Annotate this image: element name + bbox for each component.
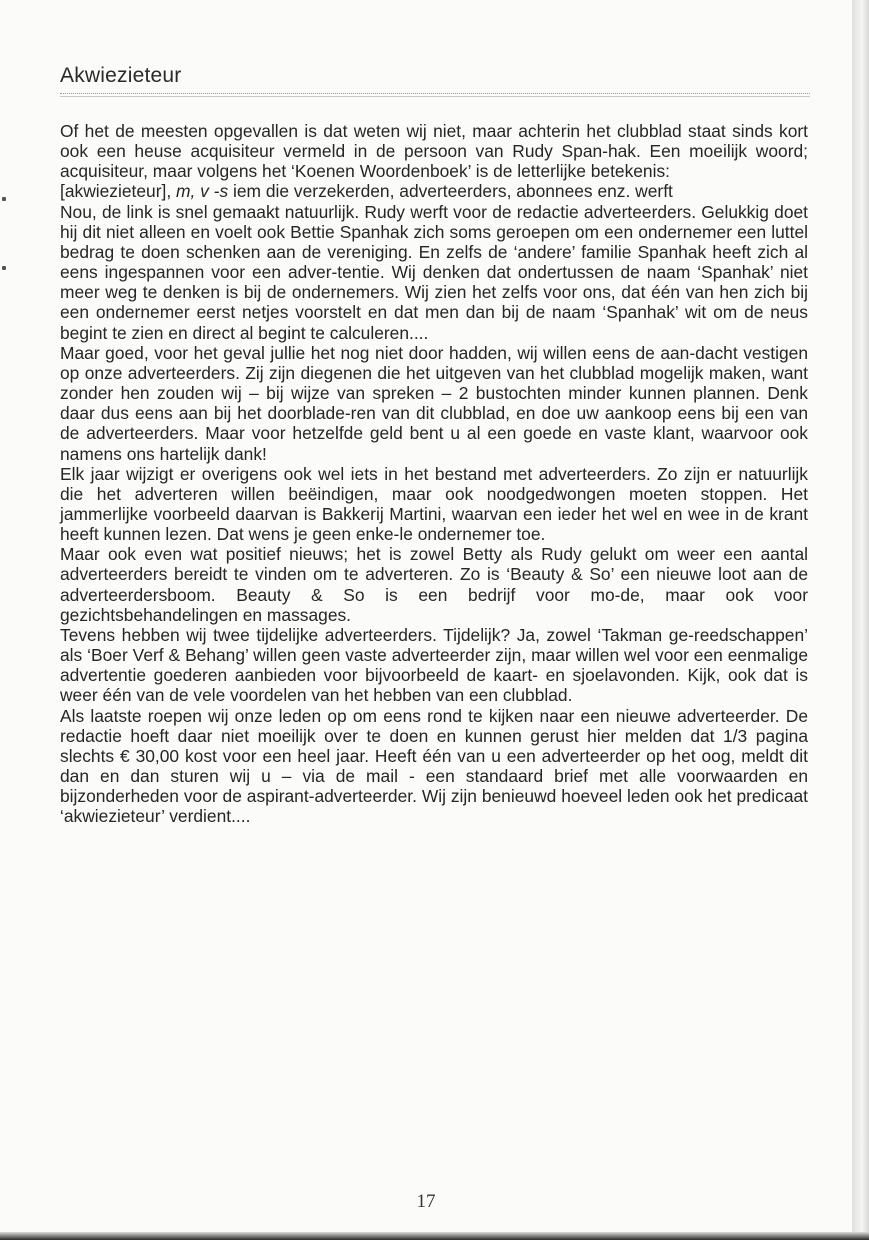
definition-headword: [akwiezieteur], bbox=[60, 181, 172, 202]
bottom-edge-shadow bbox=[0, 1232, 869, 1240]
title-underline bbox=[60, 93, 810, 97]
definition-meaning: iem die verzekerden, adverteerders, abonnees enz. werft bbox=[233, 181, 673, 202]
paragraph-positive-news: Maar ook even wat positief nieuws; het is zowel Betty als Rudy gelukt om weer een aantal adverteerders bereidt te vinden om te adverteren. Zo is ‘Beauty & So’ een nieuwe loot aan de adverteerdersboom. Beauty & So is een bedrijf voor mo-de, maar ook voor gezichtsbehandelingen en massages. bbox=[60, 544, 808, 625]
page-number: 17 bbox=[416, 1191, 436, 1212]
page-edge-shadow bbox=[852, 0, 869, 1240]
paragraph-link: Nou, de link is snel gemaakt natuurlijk. Rudy werft voor de redactie adverteerders. Gelukkig doet hij dit niet alleen en voelt ook Bettie Spanhak zich soms geroepen om een ondernemer een luttel bedrag te doen schenken aan de vereniging. En zelfs de ‘andere’ familie Spanhak heeft zich al eens ingespannen voor een adver-tentie. Wij denken dat ondertussen de naam ‘Spanhak’ niet meer weg te denken is bij de ondernemers. Wij zien het zelfs voor ons, dat één van hen zich bij een ondernemer eerst netjes voorstelt en dat men dan bij de naam ‘Spanhak’ wit om de neus begint te zien en direct al begint te calculeren.... bbox=[60, 201, 808, 343]
definition-grammar: m, v -s bbox=[176, 181, 229, 202]
page-title: Akwiezieteur bbox=[60, 64, 182, 87]
paragraph-intro: Of het de meesten opgevallen is dat weten wij niet, maar achterin het clubblad staat sinds kort ook een heuse acquisiteur vermeld in de persoon van Rudy Span-hak. Een moeilijk woord; acquisiteur, maar volgens het ‘Koenen Woordenboek’ is de letterlijke betekenis: bbox=[60, 121, 808, 182]
paragraph-temporary: Tevens hebben wij twee tijdelijke adverteerders. Tijdelijk? Ja, zowel ‘Takman ge-reedschappen’ als ‘Boer Verf & Behang’ willen geen vaste adverteerder zijn, maar willen wel voor een eenmalige advertentie goederen aanbieden voor bijvoorbeeld de kaart- en sjoelavonden. Kijk, ook dat is weer één van de vele voordelen van het hebben van een clubblad. bbox=[60, 624, 808, 706]
margin-speck bbox=[2, 266, 6, 270]
dictionary-definition bbox=[60, 181, 808, 201]
paragraph-attention: Maar goed, voor het geval jullie het nog niet door hadden, wij willen eens de aan-dacht vestigen op onze adverteerders. Zij zijn diegenen die het uitgeven van het clubblad mogelijk maken, want zonder hen zouden wij – bij wijze van spreken – 2 bustochten minder kunnen plannen. Denk daar dus eens aan bij het doorblade-ren van dit clubblad, en doe uw aankoop eens bij een van de adverteerders. Maar voor hetzelfde geld bent u al een goede en vaste klant, waarvoor ook namens ons hartelijk dank! bbox=[60, 342, 808, 464]
margin-speck bbox=[2, 197, 6, 201]
paragraph-changes: Elk jaar wijzigt er overigens ook wel iets in het bestand met adverteerders. Zo zijn er natuurlijk die het adverteren willen beëindigen, maar ook noodgedwongen moeten stoppen. Het jammerlijke voorbeeld daarvan is Bakkerij Martini, waarvan een ieder het wel en wee in de krant heeft kunnen lezen. Dat wens je geen enke-le ondernemer toe. bbox=[60, 463, 808, 545]
article-body bbox=[60, 121, 808, 826]
paragraph-call-to-action: Als laatste roepen wij onze leden op om eens rond te kijken naar een nieuwe adverteerder. De redactie hoeft daar niet moeilijk over te doen en kunnen gerust hier melden dat 1/3 pagina slechts € 30,00 kost voor een heel jaar. Heeft één van u een adverteerder op het oog, meldt dit dan en dan sturen wij u – via de mail - een standaard brief met alle voorwaarden en bijzonderheden voor de aspirant-adverteerder. Wij zijn benieuwd hoeveel leden ook het predicaat ‘akwiezieteur’ verdient.... bbox=[60, 705, 808, 827]
